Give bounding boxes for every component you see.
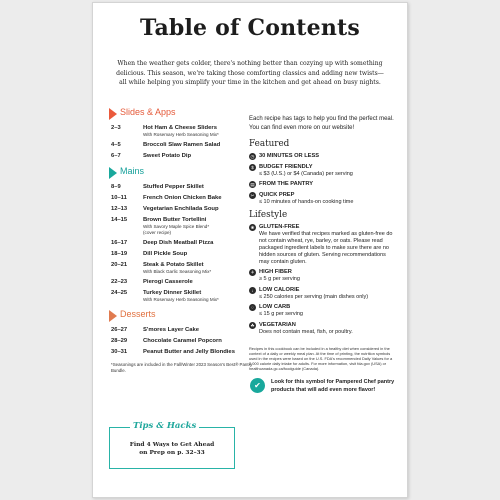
low-carb-icon: ♢ — [250, 305, 255, 310]
section-label: Slides & Apps — [120, 107, 176, 117]
list-item[interactable] — [109, 240, 257, 247]
pantry-note-text: Look for this symbol for Pampered Chef pantry products that will add even more flavor! — [271, 378, 395, 393]
page-range: 2–3 — [111, 125, 121, 131]
page-range: 4–5 — [111, 142, 121, 148]
vegetarian-icon: ☘ — [250, 322, 255, 328]
seasoning-footnote: *Seasonings are included in the Fall/Winter 2023 Season's Best® Pantry Bundle. — [111, 362, 253, 373]
recipe-note: With Savory Maple Spice Blend* — [143, 224, 210, 229]
quick-prep-icon: ✂ — [250, 192, 255, 198]
recipe-name: Stuffed Pepper Skillet — [143, 184, 204, 190]
recipe-name: Steak & Potato Skillet — [143, 262, 204, 268]
high-fiber-icon: ⚘ — [250, 270, 255, 275]
recipe-name: S'mores Layer Cake — [143, 327, 200, 333]
featured-heading: Featured — [249, 139, 290, 149]
section-heading-desserts — [109, 309, 257, 323]
tag-gluten-free — [249, 224, 395, 266]
tag-title: FROM THE PANTRY — [259, 181, 314, 187]
list-item[interactable] — [109, 217, 257, 236]
list-item[interactable] — [109, 142, 257, 149]
recipe-name: Peanut Butter and Jelly Blondies — [143, 349, 235, 355]
tag-title: GLUTEN-FREE — [259, 223, 300, 230]
recipe-name: Pierogi Casserole — [143, 279, 193, 285]
list-item[interactable] — [109, 262, 257, 275]
section-heading-slides-apps — [109, 107, 257, 121]
list-item[interactable] — [109, 125, 257, 138]
tag-desc: Does not contain meat, fish, or poultry. — [259, 328, 353, 335]
arrow-icon — [109, 310, 117, 322]
tag-title: LOW CALORIE — [259, 286, 300, 293]
page-range: 20–21 — [111, 262, 128, 268]
section-list-desserts — [109, 327, 257, 356]
list-item[interactable] — [109, 349, 257, 356]
page-range: 28–29 — [111, 338, 128, 344]
page-range: 26–27 — [111, 327, 128, 333]
nutrition-fine-print: Recipes in this cookbook can be included in a healthy diet when considered in the context of a daily or weekly meal plan. At the time of printing, the nutrition symbols used in the recipes were based on the U.S. FDA's recommended Daily Values for a 2,000 calorie daily intake for adults. For more information, visit fda.gov (USA) or healthcanada.gc.ca/foodguide (Canada). — [249, 345, 393, 372]
page-range: 6–7 — [111, 153, 121, 159]
page-range: 8–9 — [111, 184, 121, 190]
list-item[interactable] — [109, 153, 257, 160]
page-range: 12–13 — [111, 206, 128, 212]
toc-page — [92, 2, 408, 498]
tag-title: LOW CARB — [259, 304, 291, 310]
list-item[interactable] — [109, 338, 257, 345]
page-title: Table of Contents — [140, 15, 360, 41]
tips-line-1: Find 4 Ways to Get Ahead — [129, 441, 215, 448]
list-item[interactable] — [109, 327, 257, 334]
tag-title: 30 MINUTES OR LESS — [259, 153, 320, 159]
tag-low-carb — [249, 304, 395, 318]
recipe-name: Hot Ham & Cheese Sliders — [143, 125, 217, 131]
tag-desc: ≤ 250 calories per serving (main dishes only) — [259, 293, 369, 300]
tips-hacks-tag: Tips & Hacks — [130, 421, 199, 431]
intro-paragraph: When the weather gets colder, there's nothing better than cozying up with something delicious. This season, we're taking those comforting classics and adding new twists—all while helping you simplify your time in the kitchen and get ahead on busy nights. — [116, 60, 384, 86]
tag-desc: We have verified that recipes marked as gluten-free do not contain wheat, rye, barley, or oats. Please read packaged ingredient labels to make sure there are no hidden sources of gluten. Serving recommendations may contain gluten. — [259, 230, 393, 265]
section-label: Mains — [120, 166, 145, 176]
recipe-name: Turkey Dinner Skillet — [143, 290, 202, 296]
arrow-icon — [109, 167, 117, 179]
recipe-note-extra: (cover recipe) — [143, 230, 172, 235]
tag-title: VEGETARIAN — [259, 321, 296, 328]
recipe-name: Sweet Potato Dip — [143, 153, 192, 159]
tag-low-calorie — [249, 287, 395, 301]
section-heading-mains — [109, 166, 257, 180]
recipe-name: Deep Dish Meatball Pizza — [143, 240, 214, 246]
pantry-symbol-note — [249, 378, 395, 394]
page-range: 10–11 — [111, 195, 127, 201]
tag-budget-friendly — [249, 164, 395, 178]
tag-legend — [249, 115, 395, 394]
list-item[interactable] — [109, 251, 257, 258]
page-range: 14–15 — [111, 217, 128, 223]
tag-title: HIGH FIBER — [259, 269, 292, 275]
tips-hacks-box[interactable] — [109, 421, 235, 469]
tag-from-the-pantry — [249, 181, 395, 188]
tips-hacks-text — [114, 441, 230, 457]
clock-icon: ◷ — [250, 154, 255, 159]
recipe-name: Broccoli Slaw Ramen Salad — [143, 142, 221, 148]
pantry-icon: ▤ — [250, 182, 255, 187]
page-range: 24–25 — [111, 290, 128, 296]
lifestyle-heading: Lifestyle — [249, 209, 288, 220]
section-list-mains — [109, 184, 257, 303]
tips-line-2: on Prep on p. 32–33 — [139, 449, 205, 456]
list-item[interactable] — [109, 290, 257, 303]
tag-desc: ≤ 10 minutes of hands-on cooking time — [259, 198, 354, 205]
recipe-name: Brown Butter Tortellini — [143, 217, 207, 223]
low-calorie-icon: ↓ — [249, 287, 256, 294]
gluten-free-icon: ❀ — [250, 224, 255, 230]
tag-desc: ≤ 15 g per serving — [259, 311, 303, 317]
tags-intro: Each recipe has tags to help you find the perfect meal. You can find even more on our website! — [249, 116, 394, 131]
recipe-note: With Rosemary Herb Seasoning Mix* — [143, 132, 219, 137]
tag-30-minutes — [249, 153, 395, 160]
recipe-name: Chocolate Caramel Popcorn — [143, 338, 222, 344]
list-item[interactable] — [109, 195, 257, 202]
tag-title: QUICK PREP — [259, 191, 295, 198]
list-item[interactable] — [109, 279, 257, 286]
tag-vegetarian — [249, 322, 395, 336]
page-range: 22–23 — [111, 279, 128, 285]
list-item[interactable] — [109, 184, 257, 191]
recipe-name: Dill Pickle Soup — [143, 251, 188, 257]
budget-icon: $ — [249, 164, 256, 171]
recipe-name: French Onion Chicken Bake — [143, 195, 222, 201]
section-label: Desserts — [120, 309, 156, 319]
page-range: 30–31 — [111, 349, 128, 355]
tag-quick-prep — [249, 192, 395, 206]
section-list-slides-apps — [109, 125, 257, 160]
arrow-icon — [109, 108, 117, 120]
page-range: 16–17 — [111, 240, 128, 246]
recipe-name: Vegetarian Enchilada Soup — [143, 206, 219, 212]
tag-title: BUDGET FRIENDLY — [259, 163, 313, 170]
list-item[interactable] — [109, 206, 257, 213]
tag-desc: ≤ $3 (U.S.) or $4 (Canada) per serving — [259, 170, 353, 177]
recipe-index — [109, 107, 257, 373]
tag-high-fiber — [249, 269, 395, 283]
page-range: 18–19 — [111, 251, 128, 257]
tag-desc: ≥ 5 g per serving — [259, 276, 300, 282]
pampered-chef-icon: ✔ — [250, 378, 265, 393]
recipe-note: With Black Garlic Seasoning Mix* — [143, 269, 212, 274]
recipe-note: With Rosemary Herb Seasoning Mix* — [143, 297, 219, 302]
